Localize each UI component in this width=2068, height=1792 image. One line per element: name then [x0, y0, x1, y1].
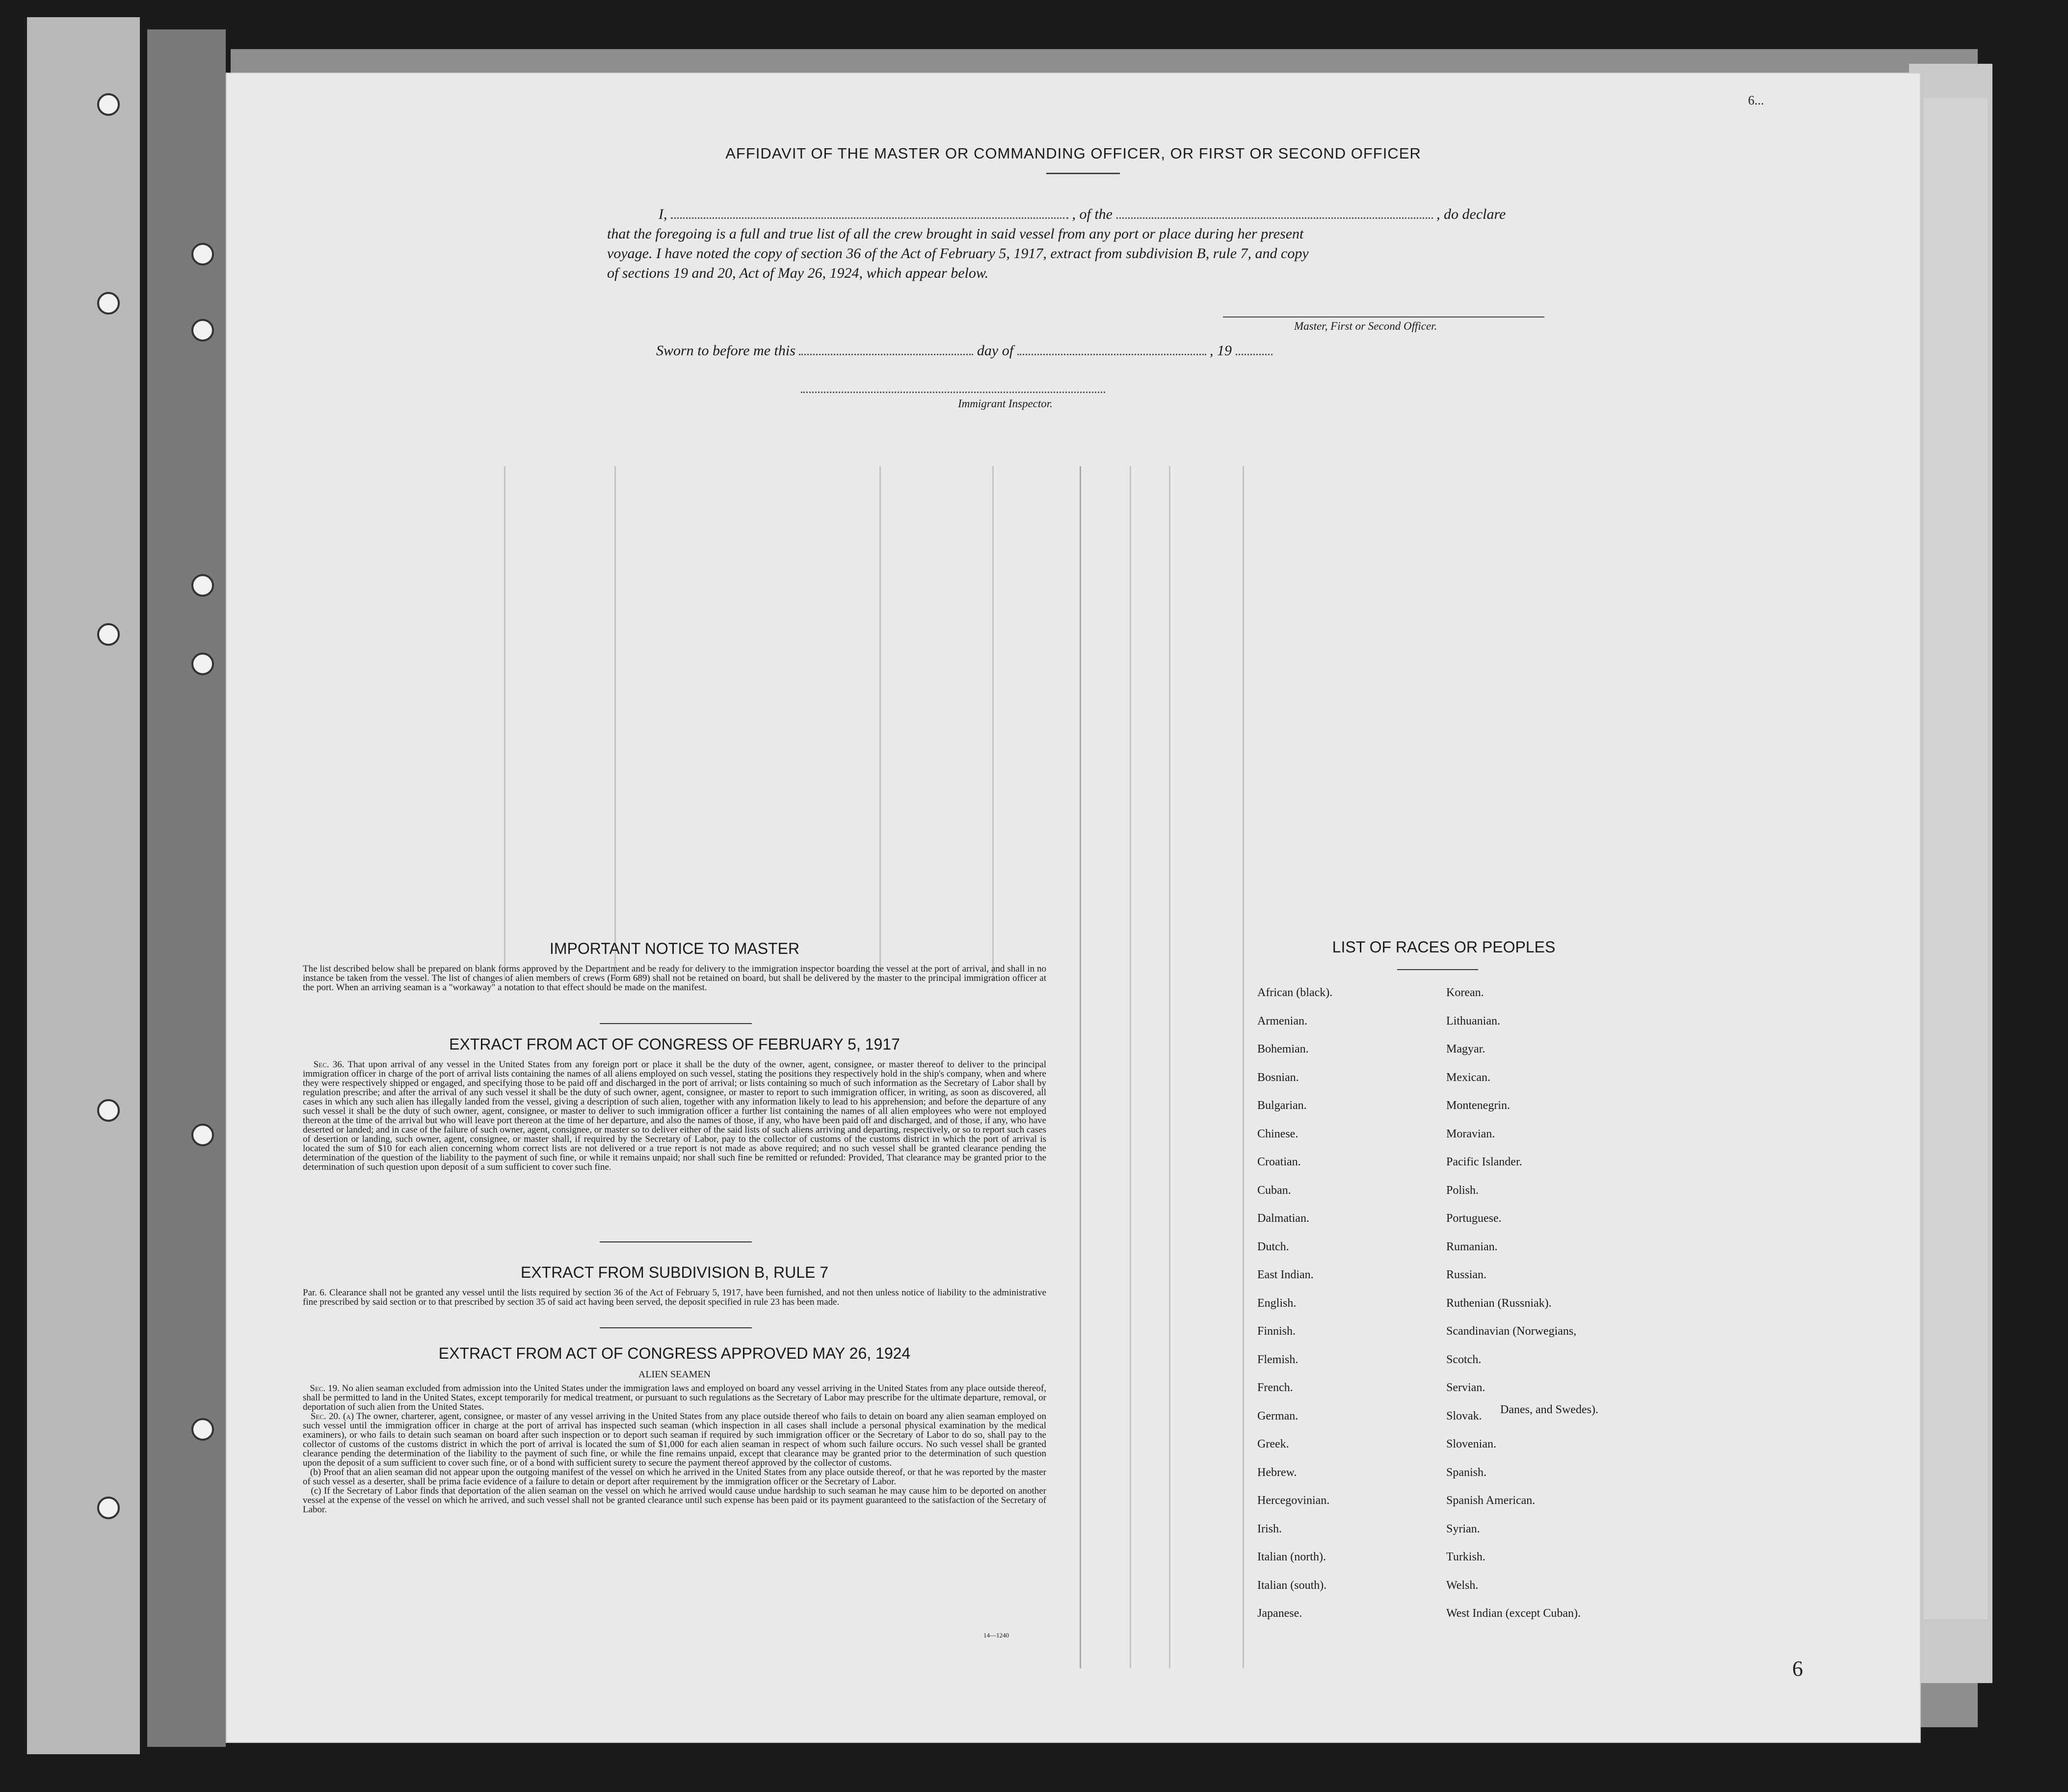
punch-hole [191, 243, 214, 265]
do-declare-label: , do declare [1436, 206, 1506, 222]
race-item: Cuban. [1257, 1184, 1291, 1197]
race-item: East Indian. [1257, 1268, 1314, 1281]
section-rule [600, 1023, 752, 1024]
race-item: Ruthenian (Russniak). [1446, 1297, 1552, 1310]
punch-hole [191, 574, 214, 597]
race-item: Italian (south). [1257, 1579, 1327, 1592]
signature-label: Master, First or Second Officer. [1294, 320, 1437, 332]
race-item: Hercegovinian. [1257, 1494, 1330, 1507]
alien-seamen-subtitle: ALIEN SEAMEN [638, 1369, 711, 1380]
race-item: Italian (north). [1257, 1551, 1326, 1563]
sec-20-label: Sec. 20. (a) [310, 1411, 354, 1422]
bleed-line [992, 466, 994, 981]
section-rule [600, 1241, 752, 1242]
race-item: Hebrew. [1257, 1466, 1297, 1479]
bleed-line [879, 466, 881, 981]
sworn-label: Sworn to before me this [656, 343, 795, 359]
sworn-day-blank[interactable] [799, 344, 973, 355]
race-item: Pacific Islander. [1446, 1156, 1522, 1168]
sworn-line [656, 343, 1273, 359]
race-item: Finnish. [1257, 1325, 1296, 1338]
sec-20c-body: (c) If the Secretary of Labor finds that deportation of the alien seaman on the vessel on which he arrived would cause undue hardship to such seaman he may cause him to be deported on another vessel at the expense of the vessel on which he arrived, and such vessel shall not be granted clearance until such expense has been paid or its payment guaranteed to the satisfaction of the Secretary of Labor. [303, 1486, 1047, 1515]
manifest-page [227, 74, 1920, 1742]
punch-hole [191, 653, 214, 675]
sec-20b-body: (b) Proof that an alien seaman did not appear upon the outgoing manifest of the vessel on which he arrived in the United States from any place outside thereof, or that he was reported by the master of such vessel as a deserter, shall be prima facie evidence of a failure to detain or deport after requirement by the immigration officer or the Secretary of Labor. [303, 1467, 1046, 1487]
race-item: English. [1257, 1297, 1297, 1310]
subdivision-b-title: EXTRACT FROM SUBDIVISION B, RULE 7 [520, 1264, 829, 1281]
race-item: Scandinavian (Norwegians, [1446, 1325, 1577, 1338]
race-item: West Indian (except Cuban). [1446, 1607, 1581, 1620]
race-item: Rumanian. [1446, 1240, 1498, 1253]
back-page-edge-light [1924, 98, 1988, 1619]
race-item: Moravian. [1446, 1128, 1495, 1140]
race-item: Polish. [1446, 1184, 1479, 1197]
day-of-label: day of [977, 343, 1014, 359]
sec-36-body: That upon arrival of any vessel in the United States from any foreign port or place it shall be the duty of the owner, agent, consignee, or master thereof to deliver to the principal immigration officer in charge of the port of arrival lists containing the names of all aliens employed on such vessel, stating the positions they respectively hold in the ship's company, when and where they were respectively shipped or engaged, and specifying those to be paid off and discharged in the port of arrival; or lists containing so much of such information as the Secretary of Labor shall by regulation prescribe; and after the arrival of any such vessel it shall be the duty of such owner, agent, consignee, or master to report to such immigration officer, in writing, as soon as discovered, all cases in which any such alien has illegally landed from the vessel, giving a description of such alien, together with any information likely to lead to his apprehension; and before the departure of any such vessel it shall be the duty of such owner, agent, consignee, or master to deliver to such immigration officer a further list containing the names of all alien employees who were not employed thereon at the time of the arrival but who will leave port thereon at the time of her departure, and also the names of those, if any, who have been paid off and discharged, and of those, if any, who have deserted or landed; and in case of the failure of such owner, agent, consignee, or master so to deliver either of the said lists of such aliens arriving and departing, respectively, or so to report such cases of desertion or landing, such owner, agent, consignee, or master shall, if required by the Secretary of Labor, pay to the collector of customs of the customs district in which the port of arrival is located the sum of $10 for each alien concerning whom correct lists are not delivered or a true report is not made as above required; and no such vessel shall be granted clearance pending the determination of the question of the liability to the payment of such fine, or while it remains unpaid; nor shall such fine be remitted or refunded: Provided, That clearance may be granted prior to the determination of such question upon deposit of a sum sufficient to cover such fine. [303, 1059, 1046, 1172]
binder-strip-left [27, 17, 140, 1754]
corner-mark: 6... [1748, 93, 1764, 107]
signature-line[interactable] [1223, 316, 1544, 317]
punch-hole [97, 292, 120, 315]
race-item: Servian. [1446, 1381, 1485, 1394]
race-item: Welsh. [1446, 1579, 1479, 1592]
page-number-mark: 6 [1792, 1657, 1803, 1681]
race-item: African (black). [1257, 986, 1333, 999]
sworn-year-blank[interactable] [1236, 344, 1273, 355]
race-item: Slovenian. [1446, 1438, 1496, 1450]
title-rule [1046, 173, 1120, 174]
subdivision-b-text: Par. 6. Clearance shall not be granted any vessel until the lists required by section 36 of the Act of February 5, 1917, have been furnished, and not then unless notice of liability to the administrative fine prescribed by said section or to that prescribed by section 35 of said act having been served, the deposit specified in rule 23 has been made. [303, 1288, 1046, 1307]
bleed-line [1169, 466, 1170, 1668]
race-item: Dutch. [1257, 1240, 1289, 1253]
punch-hole [97, 93, 120, 116]
race-item: German. [1257, 1410, 1299, 1423]
race-item: Dalmatian. [1257, 1212, 1309, 1225]
notice-text: The list described below shall be prepared on blank forms approved by the Department and be ready for delivery to the immigration inspector boarding the vessel at the port of arrival, and shall in no instance be taken from the vessel. The list of changes of alien members of crews (Form 689) shall not be retained on board, but shall be delivered by the master to the principal immigration officer at the port. When an arriving seaman is a "workaway" a notation to that effect should be made on the manifest. [303, 964, 1046, 993]
punch-hole [97, 623, 120, 646]
punch-hole [191, 1418, 214, 1441]
race-item: Spanish American. [1446, 1494, 1536, 1507]
affidavit-declare-line [659, 206, 1506, 223]
section-rule [600, 1327, 752, 1328]
race-item: Turkish. [1446, 1551, 1485, 1563]
race-item: Greek. [1257, 1438, 1289, 1450]
race-item: Slovak. [1446, 1410, 1482, 1423]
race-item: Spanish. [1446, 1466, 1487, 1479]
affidavit-line-3: voyage. I have noted the copy of section 36 of the Act of February 5, 1917, extract from subdivision B, rule 7, and copy [607, 245, 1309, 262]
race-item: Korean. [1446, 986, 1484, 999]
race-item: Bulgarian. [1257, 1099, 1307, 1112]
races-rule [1397, 969, 1478, 970]
bleed-line [1080, 466, 1081, 1668]
vessel-blank[interactable] [1116, 208, 1433, 219]
sec-36-label: Sec. 36. [313, 1059, 345, 1070]
race-item: Japanese. [1257, 1607, 1302, 1620]
punch-hole [191, 319, 214, 342]
notice-title: IMPORTANT NOTICE TO MASTER [549, 940, 800, 957]
name-blank[interactable] [671, 208, 1068, 219]
race-item: Russian. [1446, 1268, 1487, 1281]
sec-20a-body: The owner, charterer, agent, consignee, or master of any vessel arriving in the United States from any place outside thereof who fails to detain on board any alien seaman employed on such vessel until the immigration officer in charge at the port of arrival has inspected such seaman (which inspection in all cases shall include a personal physical examination by the medical examiners), or who fails to detain such seaman on board after such inspection or to deport such seaman if required by such immigration officer or the Secretary of Labor to do so, shall pay to the collector of customs of the customs district in which the port of arrival is located the sum of $1,000 for each alien seaman in respect of whom such failure occurs. No such vessel shall be granted clearance pending the determination of the liability to the payment of such fine, or while the fine remains unpaid, except that clearance may be granted prior to the determination of such question upon the deposit of a sum sufficient to cover such fine, or of a bond with sufficient surety to secure the payment thereof approved by the collector of customs. [303, 1411, 1046, 1468]
extract-1924-text [303, 1384, 1046, 1514]
sec-19-body: No alien seaman excluded from admission into the United States under the immigration laws and employed on board any vessel arriving in the United States from any place outside thereof, shall be permitted to land in the United States, except temporarily for medical treatment, or pursuant to such regulations as the Secretary of Labor may prescribe for the ultimate departure, removal, or deportation of such alien from the United States. [303, 1383, 1047, 1412]
punch-hole [191, 1124, 214, 1146]
race-scandinavian-continued: Danes, and Swedes). [1500, 1403, 1598, 1416]
race-item: Irish. [1257, 1523, 1282, 1535]
race-item: Chinese. [1257, 1128, 1299, 1140]
races-title: LIST OF RACES OR PEOPLES [1332, 938, 1556, 956]
bleed-line [614, 466, 616, 981]
bleed-line [504, 466, 505, 981]
race-item: Syrian. [1446, 1523, 1480, 1535]
bleed-line [1130, 466, 1131, 1668]
race-item: Flemish. [1257, 1353, 1299, 1366]
extract-1917-text [303, 1060, 1046, 1172]
punch-hole [97, 1497, 120, 1519]
extract-1917-title: EXTRACT FROM ACT OF CONGRESS OF FEBRUARY 5, 1917 [449, 1035, 900, 1053]
affidavit-line-2: that the foregoing is a full and true list of all the crew brought in said vessel from any port or place during her present [607, 226, 1304, 242]
punch-hole [97, 1099, 120, 1122]
race-item: Montenegrin. [1446, 1099, 1510, 1112]
of-the-label: , of the [1072, 206, 1113, 222]
binder-strip-inner [147, 29, 226, 1747]
year-prefix: , 19 [1210, 343, 1232, 359]
bleed-line [1243, 466, 1244, 1668]
sec-19-label: Sec. 19. [310, 1383, 340, 1394]
affidavit-title: AFFIDAVIT OF THE MASTER OR COMMANDING OFFICER, OR FIRST OR SECOND OFFICER [725, 145, 1421, 162]
sworn-month-blank[interactable] [1017, 344, 1206, 355]
race-item: Scotch. [1446, 1353, 1482, 1366]
extract-1924-title: EXTRACT FROM ACT OF CONGRESS APPROVED MAY 26, 1924 [438, 1344, 911, 1362]
affidavit-line-4: of sections 19 and 20, Act of May 26, 1924, which appear below. [607, 265, 989, 281]
race-item: Bohemian. [1257, 1043, 1309, 1055]
form-number: 14—1240 [983, 1632, 1009, 1639]
race-item: Lithuanian. [1446, 1015, 1500, 1028]
inspector-signature-line[interactable] [801, 392, 1105, 393]
affidavit-i-label: I, [659, 206, 667, 222]
race-item: Armenian. [1257, 1015, 1307, 1028]
inspector-label: Immigrant Inspector. [958, 397, 1053, 410]
race-item: Magyar. [1446, 1043, 1485, 1055]
race-item: French. [1257, 1381, 1293, 1394]
race-item: Portuguese. [1446, 1212, 1502, 1225]
race-item: Croatian. [1257, 1156, 1301, 1168]
race-item: Bosnian. [1257, 1071, 1299, 1084]
race-item: Mexican. [1446, 1071, 1490, 1084]
